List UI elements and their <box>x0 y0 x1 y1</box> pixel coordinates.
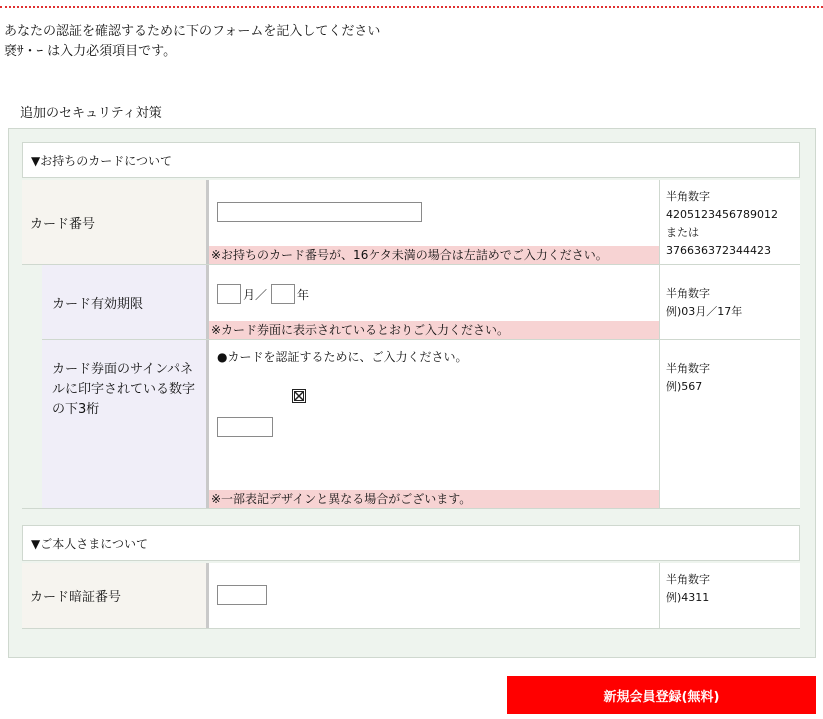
expiry-label: カード有効期限 <box>42 265 206 339</box>
cvv-label: カード券面のサインパネルに印字されている数字の下3桁 <box>42 340 206 508</box>
indent-spacer <box>22 340 42 508</box>
card-number-hint-line-3: または 376636372344423 <box>666 226 771 257</box>
card-number-input-cell <box>206 180 659 264</box>
card-number-hint-line-1: 半角数字 <box>666 190 710 203</box>
cvv-note: ※一部表記デザインと異なる場合がございます。 <box>209 490 659 508</box>
cvv-input[interactable] <box>217 417 273 437</box>
pin-hint-line-2: 例)4311 <box>666 591 710 604</box>
card-number-hint-line-2: 4205123456789012 <box>666 208 778 221</box>
card-number-hint <box>659 180 800 264</box>
expiry-hint-line-1: 半角数字 <box>666 287 710 300</box>
register-button[interactable]: 新規会員登録(無料) <box>507 676 816 714</box>
broken-image-icon <box>292 389 306 403</box>
pin-row <box>22 563 800 629</box>
expiry-note: ※カード券面に表示されているとおりご入力ください。 <box>209 321 659 339</box>
intro-line-1: あなたの認証を確認するために下のフォームを記入してください <box>4 24 381 39</box>
indent-spacer <box>22 265 42 339</box>
intro-text <box>4 22 380 62</box>
pin-hint-line-1: 半角数字 <box>666 573 710 586</box>
expiry-hint <box>659 265 800 339</box>
cvv-hint-line-2: 例)567 <box>666 380 703 393</box>
personal-section-heading: ▼ご本人さまについて <box>22 525 800 561</box>
card-section-heading: ▼お持ちのカードについて <box>22 142 800 178</box>
pin-label: カード暗証番号 <box>22 563 206 628</box>
pin-input-cell <box>206 563 659 628</box>
expiry-month-input[interactable] <box>217 284 241 304</box>
card-number-input[interactable] <box>217 202 422 222</box>
top-dotted-divider <box>0 6 823 8</box>
pin-input[interactable] <box>217 585 267 605</box>
cvv-hint-line-1: 半角数字 <box>666 362 710 375</box>
cvv-row <box>22 340 800 508</box>
pin-hint <box>659 563 800 628</box>
expiry-hint-line-2: 例)03月／17年 <box>666 305 743 318</box>
section-title: 追加のセキュリティ対策 <box>20 106 162 121</box>
expiry-year-input[interactable] <box>271 284 295 304</box>
expiry-year-unit: 年 <box>297 288 310 302</box>
divider <box>22 508 800 509</box>
card-number-note: ※お持ちのカード番号が、16ケタ未満の場合は左詰めでご入力ください。 <box>209 246 659 264</box>
expiry-input-cell <box>206 265 659 339</box>
card-number-label: カード番号 <box>22 180 206 264</box>
cvv-instruction: ●カードを認証するために、ご入力ください。 <box>217 350 468 364</box>
card-number-row <box>22 180 800 264</box>
cvv-hint <box>659 340 800 508</box>
expiry-row <box>22 265 800 339</box>
cvv-input-cell <box>206 340 659 508</box>
expiry-month-unit: 月／ <box>243 288 268 302</box>
intro-line-2: 褎ｻ・ｰ は入力必須項目です。 <box>4 44 177 59</box>
